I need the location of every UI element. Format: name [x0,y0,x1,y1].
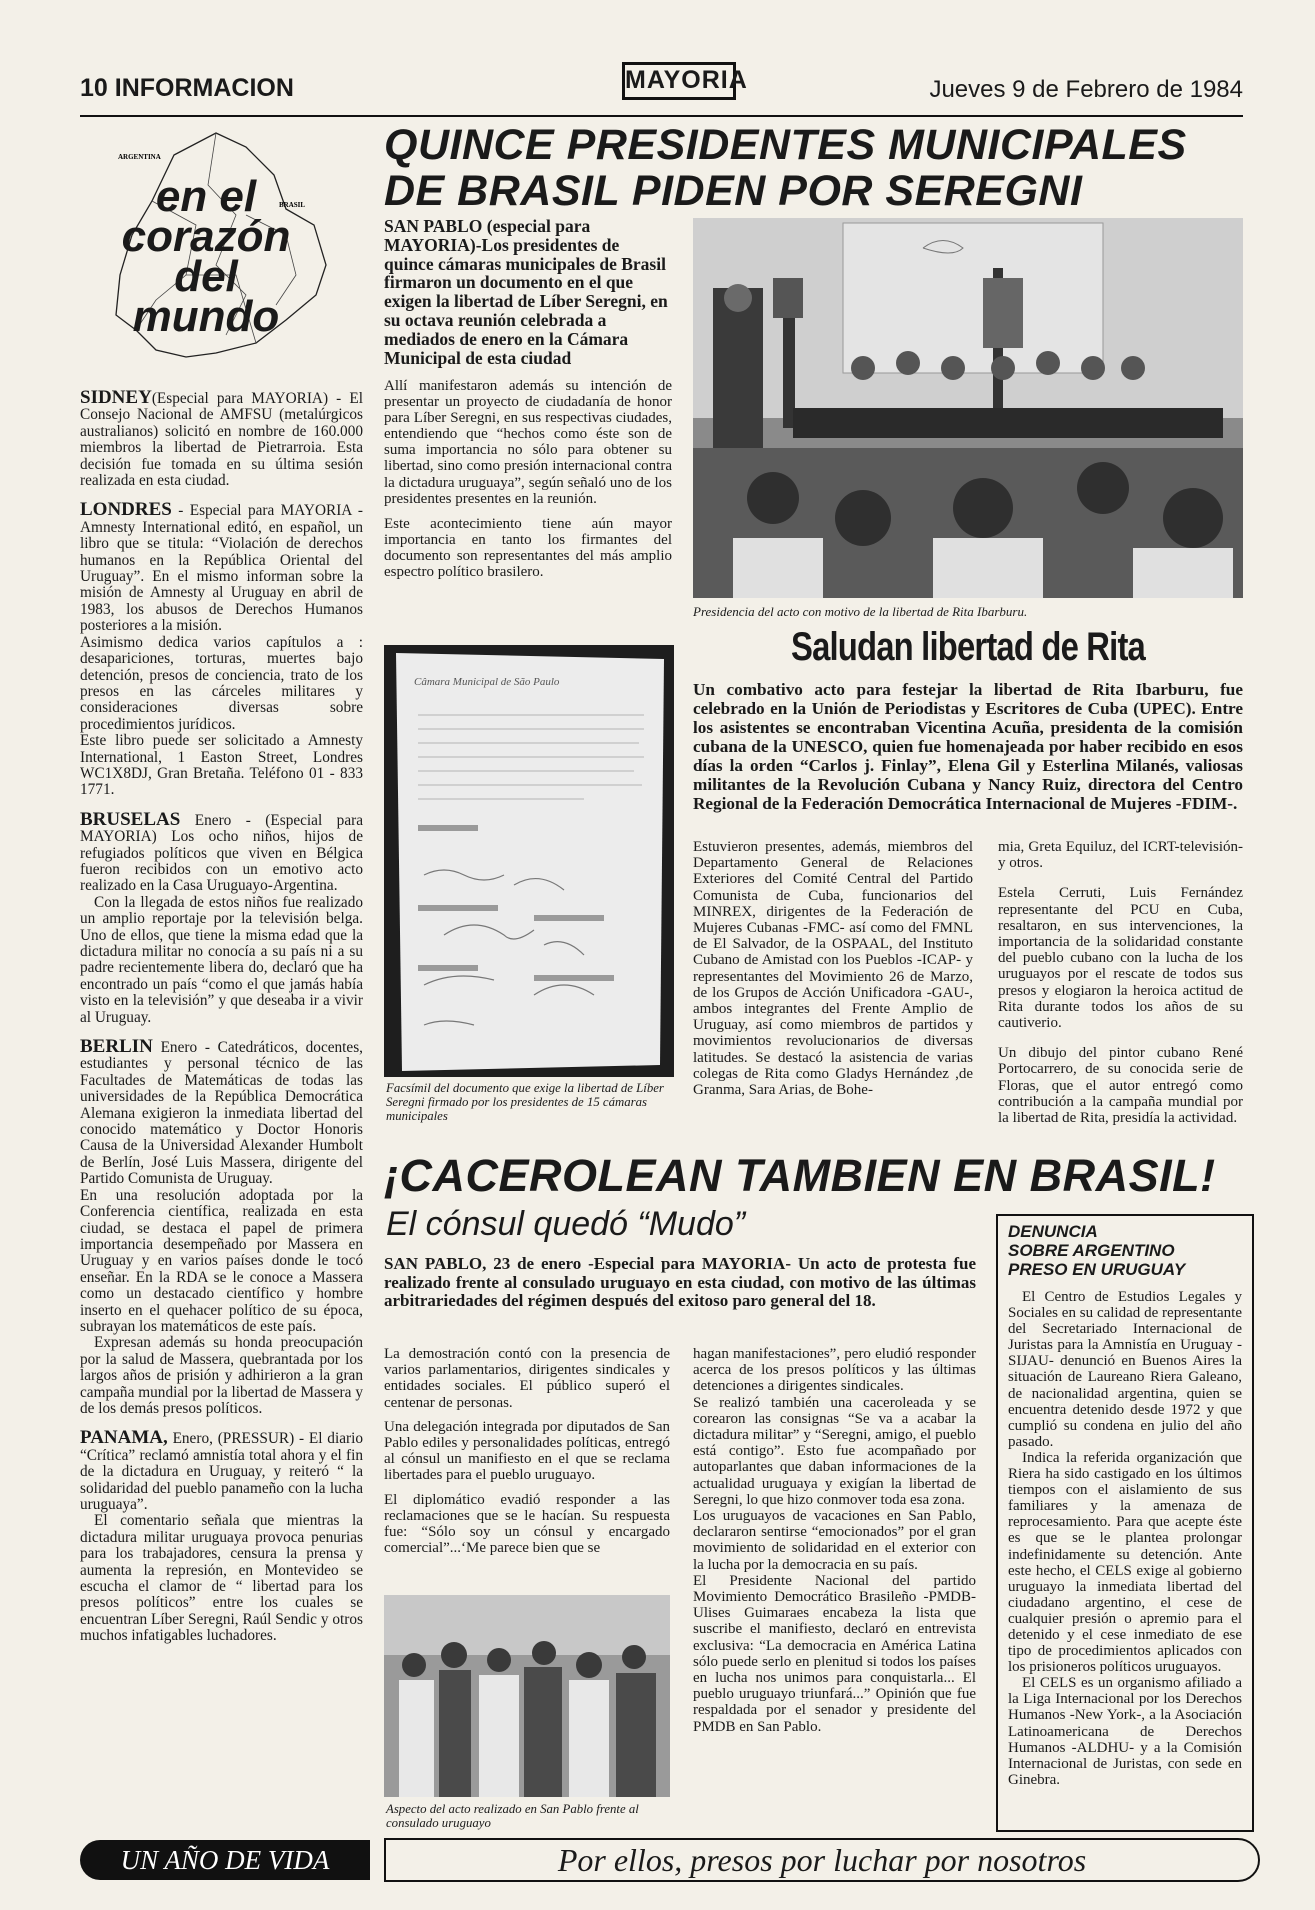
denuncia-headline-line-1: DENUNCIA [1008,1222,1098,1241]
rita-paragraph: Un dibujo del pintor cubano René Portocarrero, de su conocida serie de Floras, que el autor entregó como contribución a la campaña mundial por la libertad de Rita, presidía la actividad. [998,1045,1243,1127]
brief-paragraph: El comentario señala que mientras la dictadura militar uruguaya provoca penurias para los trabajadores, censura la prensa y aumenta la represión, en Montevideo se escucha el clamor de “ libertad para los presos políticos” entre los cuales se encuentran Líber Seregni, Raúl Sendic y otros muchos infatigables luchadores. [80,1512,363,1645]
cacerolean-paragraph: El diplomático evadió responder a las reclamaciones que se le hacían. Su respuesta fue: “Sólo soy un cónsul y encargado comercial”...‘Me parece bien que se [384,1491,670,1557]
cacerolean-paragraph: El Presidente Nacional del partido Movimiento Democrático Brasileño -PMDB- Ulises Guimaraes encabeza la lista que suscribe el manifiesto, declaró en entrevista exclusiva: “La democracia en América Latina sólo puede serlo en plenitud si todos los países en lucha nos unimos para conquistarla... El pueblo uruguayo triunfará...” Opinión que fue respaldada por el senador y presidente del PMDB en San Pablo. [693,1572,976,1735]
dateline: BRUSELAS [80,808,181,830]
denuncia-body [1008,1289,1242,1788]
brief-paragraph: Expresan además su honda preocupación por la salud de Massera, quebrantada por los largos años de prisión y adhirieron a la gran campaña mundial por la libertad de Massera y de los demás presos políticos. [80,1334,363,1417]
photo-consulate-image [384,1595,670,1797]
denuncia-headline [1008,1222,1242,1279]
brief-bruselas [80,808,363,1026]
cacerolean-paragraph: Los uruguayos de vacaciones en San Pablo, declararon sentirse “emocionados” por el gran movimiento de solidaridad en el exterior con la lucha por la democracia en su país. [693,1508,976,1573]
lead-body [384,378,672,589]
brief-text: Enero, (PRESSUR) - El diario “Crítica” reclamó amnistía total ahora y el fin de la dictadura en Uruguay, y reiteró “ la solidaridad del pueblo panameño con la lucha uruguaya”. [80,1430,363,1513]
cacerolean-column-1 [384,1346,670,1564]
badge-line-2: corazón [121,212,291,261]
rita-column-1: Estuvieron presentes, además, miembros del Departamento General de Relaciones Exteriores del Comité Central del Partido Comunista de Cuba, funcionarios del MINREX, dirigentes de la Federación de Mujeres Cubanas -FMC- así como del FMNL de El Salvador, de la OSPAAL, del Instituto Cubano de Amistad con los Pueblos -ICAP- y representantes del Movimiento 26 de Marzo, de los Grupos de Acción Unificadora -GAU-, ambos integrantes del Frente Amplio de Uruguay, así como miembros de partidos y movimientos revolucionarios de diversas latitudes. Se destacó la asistencia de varias colegas de Rita como Gladys Hernández ,de Granma, Sara Arias, de Bohe- [693,839,973,1099]
dateline: PANAMA, [80,1427,168,1449]
brief-sidney [80,387,363,490]
brief-paragraph: Este libro puede ser solicitado a Amnesty International, 1 Easton Street, Londres WC1X8DJ, Gran Bretaña. Teléfono 01 - 833 1771. [80,732,363,799]
rita-column-2 [998,839,1243,1140]
lead-headline-line-1: QUINCE PRESIDENTES MUNICIPALES [384,121,1187,169]
photo-caption: Presidencia del acto con motivo de la libertad de Rita Ibarburu. [693,604,1028,619]
badge-line-1: en el [155,172,257,221]
brief-panama [80,1427,363,1645]
header-rule [80,115,1243,117]
denuncia-paragraph: El CELS es un organismo afiliado a la Liga Internacional por los Derechos Humanos -New York-, a la Asociación Latinoamericana de Derechos Humanos -ALDHU- y a la Comisión Internacional de Juristas, con sede en Ginebra. [1008,1675,1242,1788]
doc-header: Câmara Municipal de São Paulo [414,676,560,688]
brief-londres [80,499,363,799]
brief-paragraph: En una resolución adoptada por la Conferencia científica, realizada en esta ciudad, se destaca el papel de primera importancia desempeñado por Massera en Uruguay y en varios países donde le tocó enseñar. En la RDA se le conoce a Massera como un destacado científico y hombre inserto en el quehacer político de su época, subrayan los matemáticos de este país. [80,1186,363,1335]
dateline: SIDNEY [80,387,152,408]
brief-paragraph: Asimismo dedica varios capítulos a : desapariciones, torturas, muertes bajo detención, presos de conciencia, trato de los presos en las cárceles militares y consideraciones diversas sobre procedimientos jurídicos. [80,633,363,733]
consulate-caption: Aspecto del acto realizado en San Pablo frente al consulado uruguayo [386,1802,639,1830]
lead-intro: SAN PABLO (especial para MAYORIA)-Los presidentes de quince cámaras municipales de Brasil firmaron un documento en el que exigen la libertad de Líber Seregni, en su octava reunión celebrada a mediados de enero en la Cámara Municipal de esta ciudad [384,216,668,368]
document-caption: Facsímil del documento que exige la libertad de Líber Seregni firmado por los presidentes de 15 cámaras municipales [386,1081,664,1123]
denuncia-headline-line-3: PRESO EN URUGUAY [1008,1260,1186,1279]
rita-intro: Un combativo acto para festejar la libertad de Rita Ibarburu, fue celebrado en la Unión de Periodistas y Escritores de Cuba (UPEC). Entre los asistentes se encontraban Vicentina Acuña, presidenta de la comisión cubana de la UNESCO, quien fue homenajeada por haber recibido en esos días la orden “Carlos j. Finlay”, Elena Gil y Esterlina Milanés, valiosas militantes de la Revolución Cubana y Nancy Ruiz, directora del Centro Regional de la Federación Democrática Internacional de Mujeres -FDIM-. [693,680,1243,813]
lead-headline-line-2: DE BRASIL PIDEN POR SEREGNI [384,167,1083,215]
cacerolean-paragraph: hagan manifestaciones”, pero eludió responder acerca de los presos políticos y las últimas detenciones a dirigentes sindicales. [693,1346,976,1395]
rita-paragraph: Estela Cerruti, Luis Fernández representante del PCU en Cuba, resaltaron, en sus intervenciones, la importancia de la solidaridad constante del pueblo cubano con la lucha de los uruguayos por el rescate de todos sus presos y elogiaron la heroica actitud de Rita durante todos los años de su cautiverio. [998,885,1243,1032]
rita-headline: Saludan libertad de Rita [791,625,1145,669]
lead-paragraph: Este acontecimiento tiene aún mayor importancia en tanto los firmantes del documento son representantes del más amplio espectro político brasilero. [384,515,672,581]
denuncia-box [996,1214,1254,1832]
brief-berlin [80,1036,363,1417]
badge-title [116,172,296,341]
map-label-argentina: ARGENTINA [118,153,161,161]
briefs-column [80,387,363,1658]
brief-text: - Especial para MAYORIA - Amnesty International editó, en español, un libro que se titula: “Violación de derechos humanos en la República Oriental del Uruguay”. En el mismo informan sobre la misión de Amnesty al Uruguay en abril de 1983, los abusos de Derechos Humanos posteriores a la misión. [80,502,363,635]
cacerolean-intro: SAN PABLO, 23 de enero -Especial para MAYORIA- Un acto de protesta fue realizado frente al consulado uruguayo en esta ciudad, con motivo de las últimas arbitrariedades del régimen después del exitoso paro general del 18. [384,1254,976,1311]
section-label: 10 INFORMACION [80,74,294,102]
dateline: LONDRES [80,499,172,521]
denuncia-paragraph: El Centro de Estudios Legales y Sociales en su calidad de representante del Secretariado Internacional de Juristas para la Amnistía en Uruguay -SIJAU- denunció en Buenos Aires la situación de Laureano Riera Galeano, de nacionalidad argentina, quien se encuentra detenido desde 1972 y que cumplió su condena en julio del año pasado. [1008,1289,1242,1450]
document-facsimile [384,645,674,1077]
photo-presidency-image [693,218,1243,598]
cacerolean-headline: ¡CACEROLEAN TAMBIEN EN BRASIL! [384,1150,1216,1201]
map-label-brasil: BRASIL [279,201,306,209]
cacerolean-paragraph: La demostración contó con la presencia de varios parlamentarios, dirigentes sindicales y entidades sociales. El público superó el centenar de personas. [384,1346,670,1411]
rita-paragraph: mia, Greta Equiluz, del ICRT-televisión- y otros. [998,839,1243,872]
brief-text: (Especial para MAYORIA) - El Consejo Nacional de AMFSU (metalúrgicos australianos) solicitó en nombre de 160.000 miembros la libertad de Pietrarroia. Esta decisión fue tomada en su última sesión realizada en esta ciudad. [80,390,363,490]
brief-text: Enero - Catedráticos, docentes, estudiantes y personal técnico de las Facultades de Matemáticas de todas las universidades de la República Democrática Alemana exigieron la inmediata libertad del conocido matemático y Doctor Honoris Causa de la Universidad Alexander Humbolt de Berlín, José Luis Massera, dirigente del Partido Comunista de Uruguay. [80,1039,363,1188]
brief-paragraph: Con la llegada de estos niños fue realizado un amplio reportaje por la televisión belga. Uno de ellos, que tiene la misma edad que la dictadura militar no conocía a su país ni a su padre recientemente libera do, declaró que ha encontrado un país “como el que jamás había visto en la televisión” y que deseaba ir a vivir al Uruguay. [80,893,363,1026]
masthead-logo: MAYORIA [622,62,736,100]
issue-date: Jueves 9 de Febrero de 1984 [929,76,1243,103]
cacerolean-paragraph: Una delegación integrada por diputados de San Pablo ediles y personalidades políticas, entregó al cónsul un manifiesto en el que se reclama libertades para el pueblo uruguayo. [384,1418,670,1484]
lead-paragraph: Allí manifestaron además su intención de presentar un proyecto de ciudadanía de honor para Líber Seregni, en sus respectivas ciudades, entendiendo que “hechos como éste son de suma importancia no sólo para obtener su libertad, sino como presión internacional contra la dictadura uruguaya”, según señaló uno de los presidentes presentes en la reunión. [384,378,672,507]
photo-consulate [384,1595,670,1797]
cacerolean-paragraph: Se realizó también una caceroleada y se corearon las consignas “Se va a acabar la dictadura militar” y “Seregni, amigo, el pueblo está contigo”. Esto fue acompañado por autoparlantes que daban informaciones de la actualidad uruguaya y exigían la libertad de Seregni, lo que hizo conmover toda esa zona. [693,1394,976,1508]
footer-banner-right: Por ellos, presos por luchar por nosotros [384,1838,1260,1882]
dateline: BERLIN [80,1036,153,1058]
brief-text: Enero - (Especial para MAYORIA) Los ocho niños, hijos de refugiados políticos que viven en Bélgica fueron recibidos con un emotivo acto realizado en la Casa Uruguayo-Argentina. [80,811,363,895]
denuncia-headline-line-2: SOBRE ARGENTINO [1008,1241,1175,1260]
photo-presidency [693,218,1243,598]
denuncia-paragraph: Indica la referida organización que Riera ha sido castigado en los últimos tiempos con el aislamiento de sus familiares y la amenaza de reprocesamiento. Para que acepte éste es que se le plantea prolongar indefinidamente su detención. Ante este hecho, el CELS exige al gobierno uruguayo la inmediata libertad del ciudadano argentino, el cese de cualquier presión o apremio para el detenido y el cese inmediato de ese tipo de procedimientos aplicados con los prisioneros políticos uruguayos. [1008,1449,1242,1676]
badge-line-3: del mundo [132,252,280,341]
document-facsimile-image [384,645,674,1077]
cacerolean-column-2 [693,1346,976,1735]
cacerolean-subhead: El cónsul quedó “Mudo” [386,1205,746,1243]
map-badge [96,125,336,387]
footer-banner-left: UN AÑO DE VIDA [80,1840,370,1880]
lead-headline [384,122,1256,214]
